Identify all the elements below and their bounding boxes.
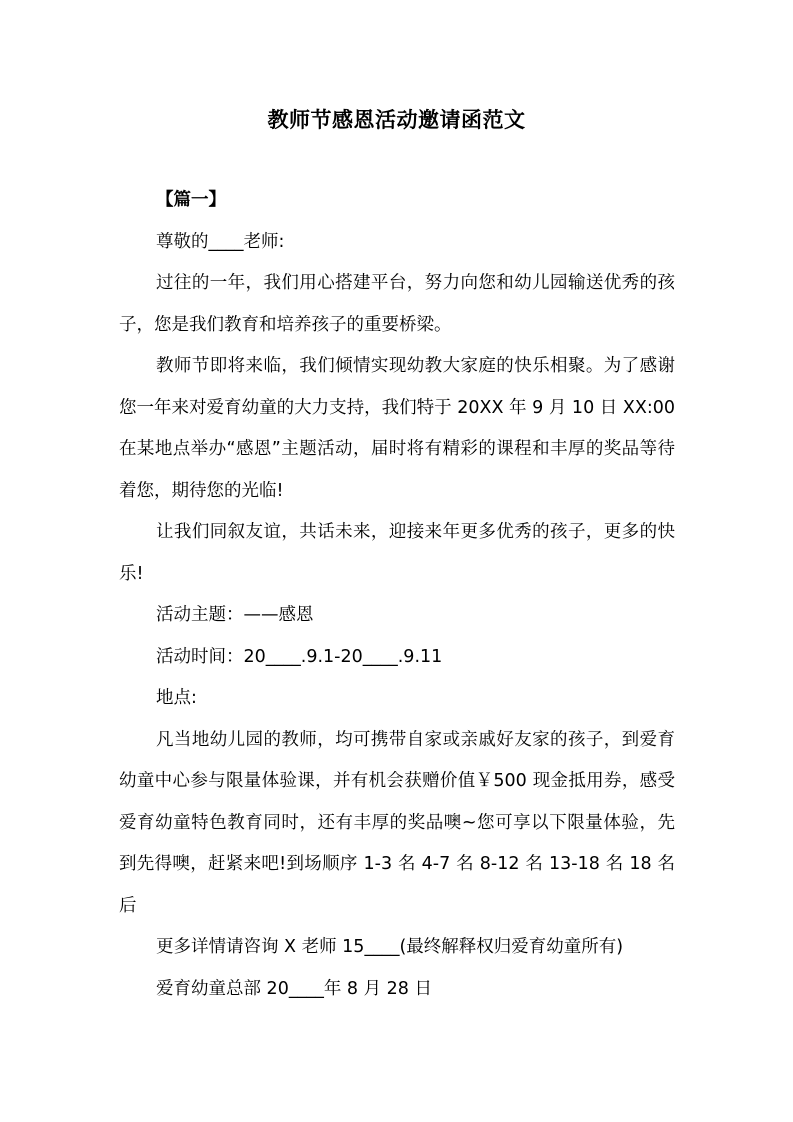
intro-paragraph: 过往的一年，我们用心搭建平台，努力向您和幼儿园输送优秀的孩子，您是我们教育和培养孩子的重要桥梁。 <box>119 273 675 335</box>
signature-line: 爱育幼童总部 20____年 8 月 28 日 <box>156 978 432 999</box>
activity-theme: 活动主题：——感恩 <box>156 605 314 625</box>
closing-wish-paragraph: 让我们同叙友谊，共话未来，迎接来年更多优秀的孩子，更多的快乐! <box>119 522 675 584</box>
activity-time: 活动时间：20____.9.1-20____.9.11 <box>156 646 443 667</box>
contact-line: 更多详情请咨询 X 老师 15____(最终解释权归爱育幼童所有) <box>156 937 624 957</box>
details-paragraph: 凡当地幼儿园的教师，均可携带自家或亲戚好友家的孩子，到爱育幼童中心参与限量体验课，并有机会获赠价值￥500 现金抵用券，感受爱育幼童特色教育同时，还有丰厚的奖品噢~您可享以下限量体验，先到先得噢，赶紧来吧!到场顺序 1-3 名 4-7 名 8-12 名 13-18 名 18 名后 <box>119 729 675 916</box>
document-title: 教师节感恩活动邀请函范文 <box>267 108 526 132</box>
section-heading: 【篇一】 <box>156 190 226 210</box>
activity-location: 地点: <box>156 688 197 708</box>
document-body <box>119 180 675 1010</box>
salutation-paragraph: 尊敬的____老师: <box>156 231 285 252</box>
invitation-paragraph: 教师节即将来临，我们倾情实现幼教大家庭的快乐相聚。为了感谢您一年来对爱育幼童的大力支持，我们特于 20XX 年 9 月 10 日 XX:00 在某地点举办“感恩”主题活动，届时将有精彩的课程和丰厚的奖品等待着您，期待您的光临! <box>119 356 675 501</box>
